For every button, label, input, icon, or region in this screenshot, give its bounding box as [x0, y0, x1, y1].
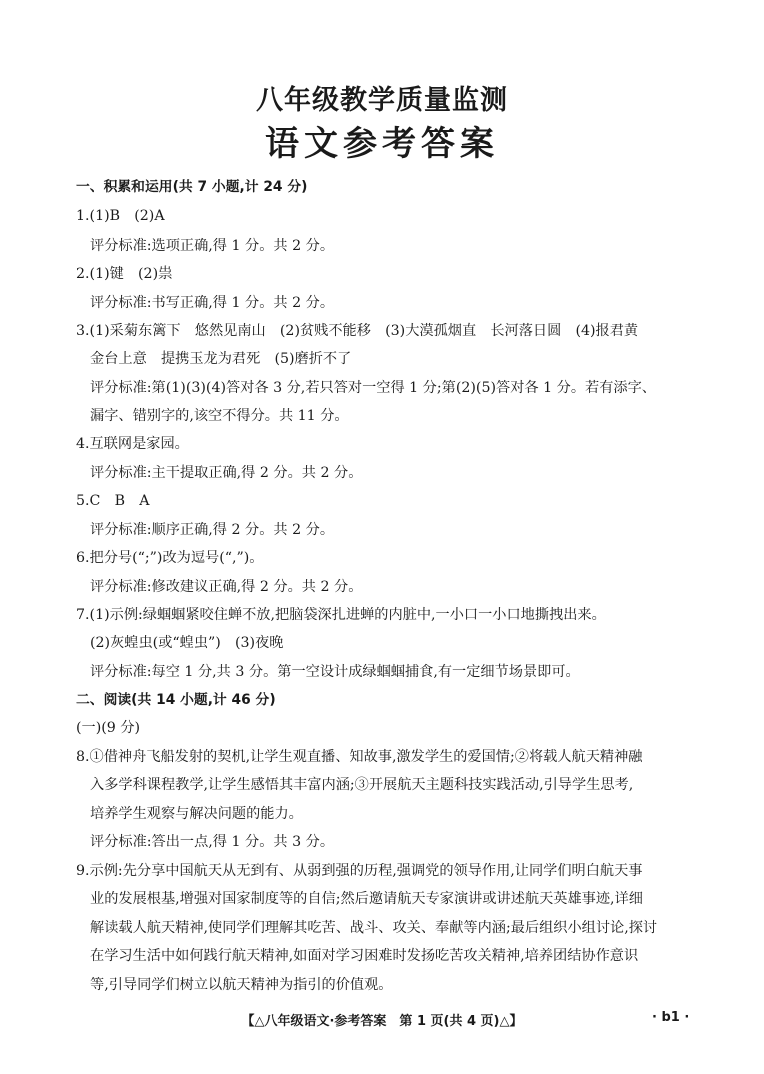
question-line: 5.C B A: [76, 493, 150, 509]
question-line: 业的发展根基,增强对国家制度等的自信;然后邀请航天专家演讲或讲述航天英雄事迹,详细: [90, 891, 643, 907]
question-line: 培养学生观察与解决问题的能力。: [90, 806, 303, 822]
scoring-line: 评分标准:第(1)(3)(4)答对各 3 分,若只答对一空得 1 分;第(2)(5)答对各 1 分。若有添字、: [90, 380, 656, 396]
question-line: 3.(1)采菊东篱下 悠然见南山 (2)贫贱不能移 (3)大漠孤烟直 长河落日圆 (4)报君黄: [76, 323, 639, 339]
question-line: 金台上意 提携玉龙为君死 (5)磨折不了: [90, 351, 352, 367]
question-line: 入多学科课程教学,让学生感悟其丰富内涵;③开展航天主题科技实践活动,引导学生思考,: [90, 777, 634, 793]
question-line: 4.互联网是家园。: [76, 436, 189, 452]
question-line: 1.(1)B (2)A: [76, 208, 165, 224]
question-line: 6.把分号(“;”)改为逗号(“,”)。: [76, 550, 264, 566]
scoring-line: 漏字、错别字的,该空不得分。共 11 分。: [90, 408, 349, 424]
answer-title: 语文参考答案: [265, 124, 499, 164]
page-code: · b1 ·: [652, 1010, 690, 1025]
question-line: 8.①借神舟飞船发射的契机,让学生观直播、知故事,激发学生的爱国情;②将载人航天精神融: [76, 749, 643, 765]
scoring-line: 评分标准:主干提取正确,得 2 分。共 2 分。: [90, 465, 363, 481]
question-line: 解读载人航天精神,使同学们理解其吃苦、战斗、攻关、奉献等内涵;最后组织小组讨论,探讨: [90, 920, 658, 936]
scoring-line: 评分标准:修改建议正确,得 2 分。共 2 分。: [90, 579, 363, 595]
exam-title: 八年级教学质量监测: [256, 85, 508, 116]
scoring-line: 评分标准:答出一点,得 1 分。共 3 分。: [90, 834, 335, 850]
question-line: 7.(1)示例:绿蝈蝈紧咬住蝉不放,把脑袋深扎进蝉的内脏中,一小口一小口地撕拽出来。: [76, 607, 606, 623]
question-line: 9.示例:先分享中国航天从无到有、从弱到强的历程,强调党的领导作用,让同学们明白航天事: [76, 863, 643, 879]
scoring-line: 评分标准:顺序正确,得 2 分。共 2 分。: [90, 522, 335, 538]
question-line: (2)灰蝗虫(或“蝗虫”) (3)夜晚: [90, 635, 284, 651]
question-line: 在学习生活中如何践行航天精神,如面对学习困难时发扬吃苦攻关精神,培养团结协作意识: [90, 948, 639, 964]
subsection-heading: (一)(9 分): [76, 720, 141, 736]
question-line: 等,引导同学们树立以航天精神为指引的价值观。: [90, 977, 393, 993]
scoring-line: 评分标准:每空 1 分,共 3 分。第一空设计成绿蝈蝈捕食,有一定细节场景即可。: [90, 664, 580, 680]
scoring-line: 评分标准:书写正确,得 1 分。共 2 分。: [90, 295, 335, 311]
scoring-line: 评分标准:选项正确,得 1 分。共 2 分。: [90, 238, 335, 254]
page-footer: 【△八年级语文·参考答案 第 1 页(共 4 页)△】: [241, 1014, 523, 1029]
section-heading: 一、积累和运用(共 7 小题,计 24 分): [76, 179, 308, 195]
section-heading: 二、阅读(共 14 小题,计 46 分): [76, 692, 276, 708]
question-line: 2.(1)键 (2)祟: [76, 266, 173, 282]
